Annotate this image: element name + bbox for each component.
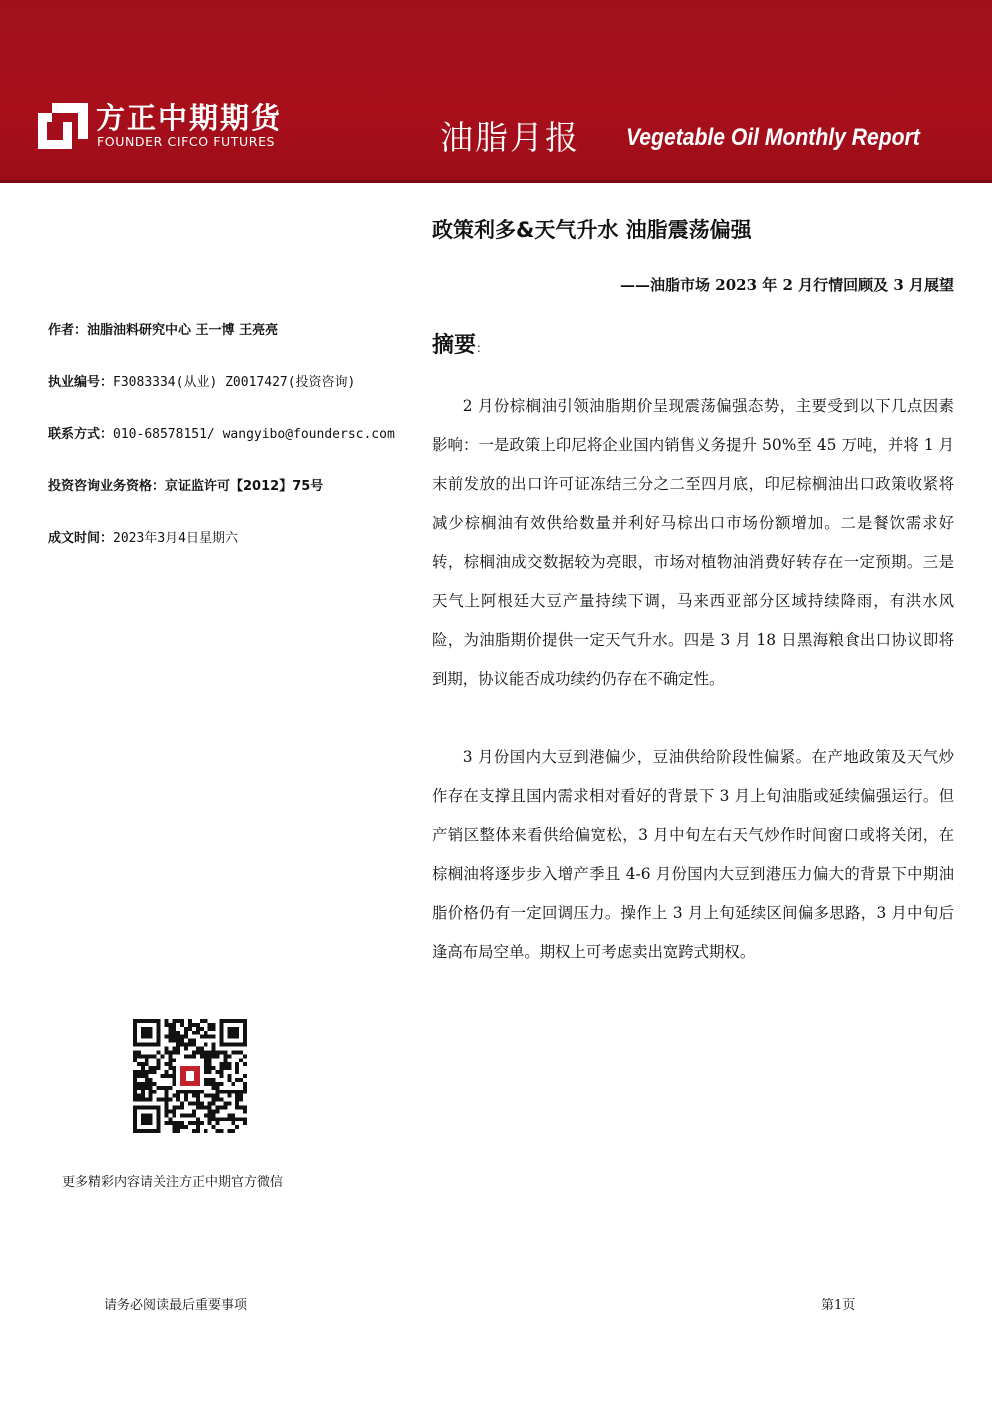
wechat-qr-code-icon [133,1019,247,1133]
page-number: 第1页 [821,1298,856,1313]
report-title-en: Vegetable Oil Monthly Report [626,124,920,151]
abstract-paragraph: 2 月份棕榈油引领油脂期价呈现震荡偏强态势，主要受到以下几点因素影响：一是政策上印尼将企业国内销售义务提升 50%至 45 万吨，并将 1 月末前发放的出口许可证冻结三分之二至四月底，印尼棕榈油出口政策收紧将减少棕榈油有效供给数量并利好马棕出口市场份额增加。二是餐饮需求好转，棕榈油成交数据较为亮眼，市场对植物油消费好转存在一定预期。三是天气上阿根廷大豆产量持续下调，马来西亚部分区域持续降雨，有洪水风险，为油脂期价提供一定天气升水。四是 3 月 18 日黑海粮食出口协议即将到期，协议能否成功续约仍存在不确定性。 [432,397,954,688]
meta-qualification [48,475,323,494]
meta-author-value: 油脂油料研究中心 王一博 王亮亮 [87,323,279,338]
meta-contact-label: 联系方式： [48,427,114,442]
meta-author-label: 作者： [48,323,88,338]
founder-logo-icon [38,103,88,149]
meta-date-label: 成文时间： [48,531,114,546]
company-logo-text: 方正中期期货 [96,101,283,135]
meta-qualification-label: 投资咨询业务资格： [48,479,166,494]
qr-caption: 更多精彩内容请关注方正中期官方微信 [62,1175,284,1190]
page-subtitle: ——油脂市场 2023 年 2 月行情回顾及 3 月展望 [620,276,954,294]
abstract-heading-colon: ： [476,341,489,355]
company-logo-english: FOUNDER CIFCO FUTURES [97,134,276,149]
meta-license [48,371,355,390]
report-title-cn: 油脂月报 [440,118,580,157]
abstract-paragraph: 3 月份国内大豆到港偏少，豆油供给阶段性偏紧。在产地政策及天气炒作存在支撑且国内需求相对看好的背景下 3 月上旬油脂或延续偏强运行。但产销区整体来看供给偏宽松，3 月中旬左右天气炒作时间窗口或将关闭，在棕榈油将逐步步入增产季且 4-6 月份国内大豆到港压力偏大的背景下中期油脂价格仍有一定回调压力。操作上 3 月上旬延续区间偏多思路，3 月中旬后逢高布局空单。期权上可考虑卖出宽跨式期权。 [432,748,954,961]
meta-author [48,319,278,338]
meta-date-value: 2023年3月4日星期六 [113,531,238,546]
abstract-heading-text: 摘要 [432,333,477,358]
meta-contact [48,423,395,442]
meta-contact-value: 010-68578151/ wangyibo@foundersc.com [113,427,395,442]
meta-qualification-value: 京证监许可【2012】75号 [165,479,324,494]
page-title: 政策利多&天气升水 油脂震荡偏强 [432,218,752,242]
meta-license-label: 执业编号： [48,375,114,390]
abstract-heading [432,328,488,359]
banner-bottom-edge [0,180,992,183]
meta-license-value: F3083334(从业) Z0017427(投资咨询) [113,375,356,390]
footer-notice: 请务必阅读最后重要事项 [104,1298,248,1313]
meta-date [48,527,238,546]
